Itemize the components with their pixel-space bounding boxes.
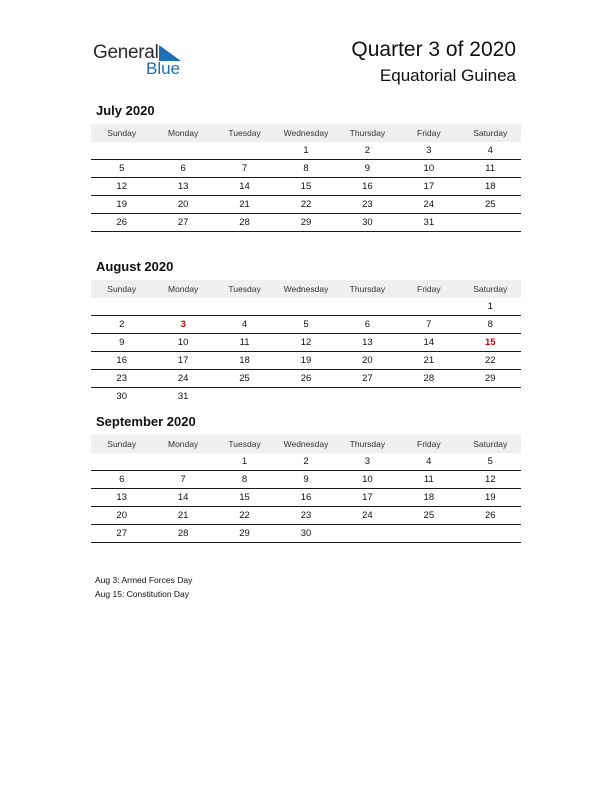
day-cell: 15	[300, 181, 312, 192]
weekday-label: Thursday	[349, 284, 386, 294]
day-cell: 2	[364, 145, 371, 156]
weekday-label: Wednesday	[283, 439, 329, 449]
week-row	[91, 370, 521, 388]
week-row	[91, 142, 521, 160]
month-title: July 2020	[96, 103, 155, 118]
day-cell: 18	[423, 492, 435, 503]
day-cell: 25	[239, 373, 250, 384]
weekday-label: Thursday	[349, 128, 386, 138]
day-cell: 1	[241, 456, 248, 467]
day-cell: 31	[177, 391, 189, 402]
day-cell: 28	[177, 528, 189, 539]
day-cell: 19	[300, 355, 312, 366]
day-cell: 19	[484, 492, 496, 503]
day-cell: 17	[423, 181, 435, 192]
day-cell: 12	[484, 474, 496, 485]
day-cell: 12	[116, 181, 127, 192]
day-cell: 23	[300, 510, 312, 521]
day-cell: 24	[177, 373, 189, 384]
day-cell: 20	[116, 510, 127, 521]
day-cell: 11	[423, 474, 434, 485]
holiday-note: Aug 3: Armed Forces Day	[95, 575, 193, 585]
month-title: September 2020	[96, 414, 196, 429]
weekday-label: Saturday	[473, 128, 508, 138]
week-row	[91, 160, 521, 178]
day-cell: 17	[177, 355, 189, 366]
week-row	[91, 471, 521, 489]
day-cell: 7	[426, 319, 432, 330]
logo-text-general: General	[93, 42, 159, 63]
day-cell: 22	[484, 355, 496, 366]
day-cell: 20	[362, 355, 373, 366]
holiday-note: Aug 15: Constitution Day	[95, 589, 190, 599]
country-name: Equatorial Guinea	[379, 66, 516, 85]
day-cell: 10	[423, 163, 435, 174]
weekday-label: Saturday	[473, 439, 508, 449]
weekday-label: Tuesday	[228, 128, 261, 138]
weekday-label: Friday	[417, 439, 441, 449]
day-cell: 30	[116, 391, 127, 402]
day-cell: 29	[300, 217, 312, 228]
day-cell: 5	[487, 456, 493, 467]
page-title: Quarter 3 of 2020	[351, 38, 516, 61]
day-cell: 31	[423, 217, 435, 228]
week-row	[91, 453, 521, 471]
day-cell: 17	[362, 492, 373, 503]
day-cell: 29	[484, 373, 496, 384]
week-row	[91, 316, 521, 334]
week-row	[91, 214, 521, 232]
day-cell: 27	[116, 528, 127, 539]
day-cell: 16	[116, 355, 127, 366]
week-row	[91, 196, 521, 214]
weekday-header	[91, 124, 521, 142]
month-title: August 2020	[96, 259, 174, 274]
day-cell: 11	[485, 163, 496, 174]
weekday-label: Wednesday	[283, 284, 329, 294]
day-cell: 23	[116, 373, 127, 384]
day-cell: 8	[303, 163, 309, 174]
weekday-label: Thursday	[349, 439, 386, 449]
day-cell: 25	[423, 510, 435, 521]
week-row	[91, 388, 521, 405]
week-row	[91, 507, 521, 525]
day-cell: 27	[362, 373, 373, 384]
day-cell: 9	[119, 337, 125, 348]
day-cell: 6	[364, 319, 371, 330]
day-cell: 26	[484, 510, 496, 521]
day-cell: 6	[180, 163, 186, 174]
day-cell: 22	[300, 199, 312, 210]
weekday-label: Monday	[168, 284, 199, 294]
day-cell: 30	[300, 528, 312, 539]
weekday-label: Friday	[417, 128, 441, 138]
weekday-label: Friday	[417, 284, 441, 294]
day-cell: 2	[303, 456, 309, 467]
week-row	[91, 489, 521, 507]
day-cell: 1	[487, 301, 493, 312]
day-cell: 4	[487, 145, 493, 156]
day-cell: 26	[116, 217, 127, 228]
day-cell: 5	[303, 319, 309, 330]
day-cell: 11	[239, 337, 250, 348]
week-row	[91, 525, 521, 543]
weekday-label: Saturday	[473, 284, 508, 294]
day-cell: 10	[177, 337, 189, 348]
weekday-label: Tuesday	[228, 439, 261, 449]
day-cell: 14	[177, 492, 189, 503]
day-cell: 27	[177, 217, 189, 228]
day-cell: 28	[423, 373, 435, 384]
day-cell: 23	[362, 199, 373, 210]
month-july	[91, 103, 521, 232]
weekday-label: Sunday	[107, 439, 137, 449]
day-cell: 22	[239, 510, 250, 521]
week-row	[91, 178, 521, 196]
holiday-day-cell: 15	[484, 337, 496, 348]
day-cell: 13	[362, 337, 373, 348]
day-cell: 15	[239, 492, 250, 503]
day-cell: 9	[364, 163, 371, 174]
holiday-notes	[95, 573, 192, 601]
day-cell: 6	[119, 474, 125, 485]
day-cell: 7	[241, 163, 248, 174]
holiday-day-cell: 3	[180, 319, 186, 330]
day-cell: 7	[180, 474, 186, 485]
day-cell: 26	[300, 373, 312, 384]
weekday-label: Sunday	[107, 128, 137, 138]
day-cell: 20	[177, 199, 189, 210]
day-cell: 16	[362, 181, 373, 192]
day-cell: 24	[423, 199, 435, 210]
day-cell: 19	[116, 199, 127, 210]
day-cell: 18	[239, 355, 250, 366]
day-cell: 13	[116, 492, 127, 503]
day-cell: 28	[239, 217, 250, 228]
day-cell: 30	[362, 217, 373, 228]
day-cell: 24	[362, 510, 373, 521]
day-cell: 4	[241, 319, 248, 330]
day-cell: 3	[426, 145, 432, 156]
week-row	[91, 298, 521, 316]
day-cell: 21	[239, 199, 250, 210]
day-cell: 3	[364, 456, 371, 467]
day-cell: 8	[487, 319, 493, 330]
day-cell: 14	[423, 337, 435, 348]
day-cell: 12	[300, 337, 312, 348]
day-cell: 25	[484, 199, 496, 210]
weekday-label: Wednesday	[283, 128, 329, 138]
weekday-label: Tuesday	[228, 284, 261, 294]
weekday-header	[91, 435, 521, 453]
day-cell: 9	[303, 474, 309, 485]
week-row	[91, 352, 521, 370]
day-cell: 29	[239, 528, 250, 539]
weekday-label: Sunday	[107, 284, 137, 294]
day-cell: 18	[484, 181, 496, 192]
day-cell: 13	[177, 181, 189, 192]
day-cell: 16	[300, 492, 312, 503]
day-cell: 5	[119, 163, 125, 174]
weekday-label: Monday	[168, 439, 199, 449]
weekday-label: Monday	[168, 128, 199, 138]
day-cell: 10	[362, 474, 373, 485]
day-cell: 8	[241, 474, 248, 485]
day-cell: 4	[426, 456, 432, 467]
day-cell: 1	[303, 145, 309, 156]
day-cell: 21	[423, 355, 435, 366]
weekday-header	[91, 280, 521, 298]
day-cell: 14	[239, 181, 250, 192]
generalblue-logo	[93, 40, 193, 80]
month-september	[91, 414, 521, 543]
day-cell: 21	[177, 510, 189, 521]
week-row	[91, 334, 521, 352]
day-cell: 2	[119, 319, 125, 330]
logo-text-blue: Blue	[146, 59, 181, 78]
month-august	[91, 259, 521, 405]
